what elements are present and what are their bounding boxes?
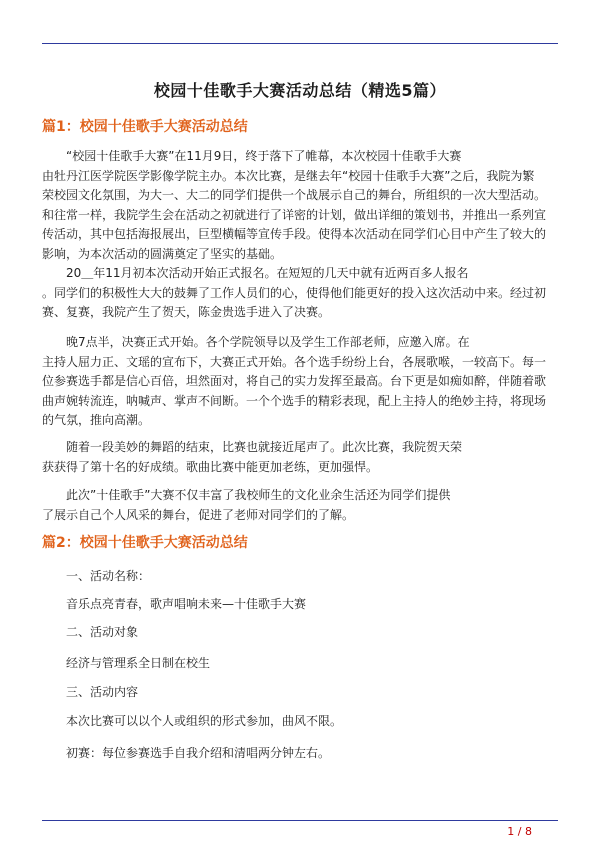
paragraph-4: 随着一段美妙的舞蹈的结束，比赛也就接近尾声了。此次比赛，我院贺天荣 获获得了第十名的好成绩。歌曲比赛中能更加老练，更加强悍。 [42, 440, 463, 474]
top-rule [42, 43, 558, 44]
document-title: 校园十佳歌手大赛活动总结（精选5篇） [153, 81, 447, 100]
paragraph-3: 晚7点半，决赛正式开始。各个学院领导以及学生工作部老师，应邀入席。在 主持人屈力正、文瑶的宣布下，大赛正式开始。各个选手纷纷上台，各展歌喉，一较高下。每一 位参赛选手都是信心百倍，坦然面对，将自己的实力发挥至最高。台下更是如痴如醉，伴随着歌 曲声婉转流连，呐喊声、掌声不间断。一个个选手的精彩表现，配上主持人的绝妙主持，将现场 的气氛，推向高潮。 [42, 335, 547, 427]
section-2-line-7: 初赛：每位参赛选手自我介绍和清唱两分钟左右。 [66, 746, 331, 760]
paragraph-2: 20＿年11月初本次活动开始正式报名。在短短的几天中就有近两百多人报名 。同学们的积极性大大的鼓舞了工作人员们的心，使得他们能更好的投入这次活动中来。经过初 赛、复赛，我院产生了贺天，陈金贵选手进入了决赛。 [42, 266, 547, 319]
bottom-rule [42, 820, 558, 821]
paragraph-1: “校园十佳歌手大赛”在11月9日，终于落下了帷幕，本次校园十佳歌手大赛 由牡丹江医学院医学影像学院主办。本次比赛，是继去年“校园十佳歌手大赛”之后，我院为繁 荣校园文化氛围，为大一、大二的同学们提供一个战展示自己的舞台，所组织的一次大型活动。 和往常一样，我院学生会在活动之初就进行了详密的计划，做出详细的策划书，并推出一系列宣 传活动，其中包括海报展出，巨型横幅等宣传手段。使得本次活动在同学们心目中产生了较大的 影响，为本次活动的圆满奠定了坚实的基础。 [42, 149, 547, 261]
section-2-line-2: 音乐点亮青春，歌声唱响未来—十佳歌手大赛 [66, 597, 307, 611]
section-2-line-4: 经济与管理系全日制在校生 [66, 656, 211, 670]
paragraph-5: 此次”十佳歌手”大赛不仅丰富了我校师生的文化业余生活还为同学们提供 了展示自己个人风采的舞台，促进了老师对同学们的了解。 [42, 488, 451, 522]
page-number: 1 / 8 [507, 825, 532, 838]
section-2-heading: 篇2：校园十佳歌手大赛活动总结 [42, 535, 248, 551]
section-2-line-6: 本次比赛可以以个人或组织的形式参加，曲风不限。 [66, 714, 343, 728]
section-2-line-1: 一、活动名称： [66, 569, 151, 583]
section-2-line-5: 三、活动内容 [66, 685, 139, 699]
section-1-heading: 篇1：校园十佳歌手大赛活动总结 [42, 119, 248, 135]
section-2-line-3: 二、活动对象 [66, 625, 139, 639]
